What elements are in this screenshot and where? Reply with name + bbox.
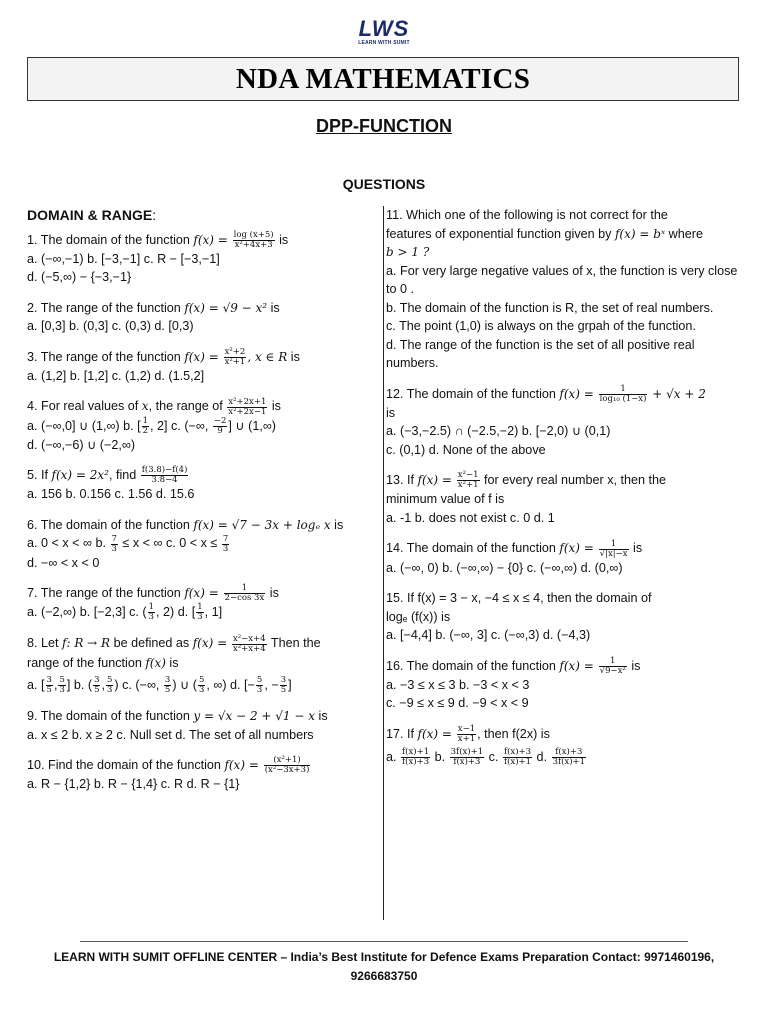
q9-post: is bbox=[315, 709, 328, 724]
question-15 bbox=[386, 589, 744, 645]
q8-b1-num: 3 bbox=[94, 675, 100, 686]
q16-fraction bbox=[599, 657, 627, 676]
question-6 bbox=[27, 516, 377, 572]
q6-b-den: 3 bbox=[111, 543, 117, 554]
q11-line1: 11. Which one of the following is not correct for the bbox=[386, 208, 668, 222]
q14-f: f(x) = bbox=[559, 541, 598, 556]
q13-post: for every real number x, then the bbox=[480, 473, 667, 488]
q5-text: 5. If bbox=[27, 468, 52, 483]
subtitle bbox=[0, 116, 768, 137]
left-column bbox=[27, 206, 377, 806]
q8-c2 bbox=[198, 676, 205, 695]
q7-c-fraction bbox=[148, 603, 155, 622]
q3-text: 3. The range of the function bbox=[27, 349, 185, 364]
q8-d-end: ] bbox=[288, 678, 292, 693]
q11-option-c: c. The point (1,0) is always on the grpah of the function. bbox=[386, 319, 696, 333]
q6-options-2: d. −∞ < x < 0 bbox=[27, 555, 100, 570]
q14-den: √|x|−x bbox=[599, 548, 628, 559]
q8-c2-den: 3 bbox=[198, 685, 205, 696]
q13-den: x²+1 bbox=[457, 480, 479, 491]
q8-a2-num: 5 bbox=[59, 675, 65, 686]
q6-text: 6. The domain of the function bbox=[27, 517, 194, 532]
q8-d2-den: 5 bbox=[280, 685, 287, 696]
q17-a-num: f(x)+1 bbox=[402, 747, 430, 758]
q1-f: f(x) = bbox=[193, 232, 232, 247]
q17-a-den: f(x)+3 bbox=[402, 757, 430, 768]
q9-options: a. x ≤ 2 b. x ≥ 2 c. Null set d. The set of all numbers bbox=[27, 727, 314, 742]
q13-fraction bbox=[457, 471, 480, 490]
q5-options: a. 156 b. 0.156 c. 1.56 d. 15.6 bbox=[27, 487, 195, 502]
q6-c-fraction bbox=[222, 535, 229, 554]
q8-c1-num: 3 bbox=[164, 675, 171, 686]
question-13 bbox=[386, 471, 744, 527]
q4-fraction bbox=[227, 398, 267, 417]
q8-b1-den: 5 bbox=[94, 685, 100, 696]
q7-d-den: 3 bbox=[197, 612, 203, 623]
q8-map: f: R → R bbox=[62, 636, 111, 651]
q6-opt-a: a. 0 < x < ∞ b. bbox=[27, 536, 110, 551]
q15-line2: logₑ (f(x)) is bbox=[386, 609, 451, 624]
section-label: DOMAIN & RANGE bbox=[27, 207, 153, 223]
q7-opt-d: , 1] bbox=[204, 605, 223, 620]
section-heading bbox=[27, 206, 377, 225]
q14-post: is bbox=[629, 541, 643, 556]
q8-d1-den: 3 bbox=[256, 685, 263, 696]
q11-line2-post: where bbox=[665, 226, 703, 241]
q12-f: f(x) = bbox=[559, 386, 598, 401]
q16-text: 16. The domain of the function bbox=[386, 658, 560, 673]
q11-expr: f(x) = bˣ bbox=[614, 226, 666, 241]
q7-d-fraction bbox=[196, 603, 203, 622]
logo-mark: LWS bbox=[358, 16, 410, 41]
q5-num: f(3.8)−f(4) bbox=[141, 465, 188, 476]
q17-den: x+1 bbox=[457, 733, 476, 744]
q10-num: (x²+1) bbox=[264, 756, 311, 766]
footer-rule bbox=[80, 941, 688, 942]
q4-opt-c: ] ∪ (1,∞) bbox=[228, 418, 276, 433]
q4-b-num: 1 bbox=[142, 415, 149, 426]
q4-text: 4. For real values of bbox=[27, 399, 142, 414]
q4-num: x²+2x+1 bbox=[228, 396, 267, 407]
q17-b-label: b. bbox=[431, 749, 449, 764]
q4-options-2: d. (−∞,−6) ∪ (−2,∞) bbox=[27, 437, 136, 452]
q6-b-fraction bbox=[111, 535, 118, 554]
q9-expr: y = √x − 2 + √1 − x bbox=[193, 709, 316, 724]
q7-num: 1 bbox=[224, 584, 266, 594]
q8-post2: is bbox=[165, 655, 179, 670]
q10-options: a. R − {1,2} b. R − {1,4} c. R d. R − {1} bbox=[27, 777, 240, 792]
q12-post: + √x + 2 bbox=[648, 386, 706, 401]
question-12 bbox=[386, 385, 744, 460]
q8-c-label: ) c. (−∞, bbox=[114, 678, 163, 693]
q8-b1 bbox=[93, 676, 100, 695]
question-4: 4. For real values of x, the range of $\frac{\text{x²+2x+1}}{\text{x²+2x−1}}$ is a. (−∞,0] ∪ (1,∞) b. [ $\frac{1}{2}$ , 2] c. (−∞, $\frac{-2}{9}$ ] ∪ (1,∞) d. (−∞,−6) ∪ (−2,∞) bbox=[27, 397, 377, 454]
q8-a1 bbox=[46, 676, 53, 695]
q7-c-num: 1 bbox=[148, 602, 154, 613]
question-5 bbox=[27, 466, 377, 504]
q3-num: x²+2 bbox=[224, 346, 246, 357]
footer-text: LEARN WITH SUMIT OFFLINE CENTER – India’s Best Institute for Defence Exams Preparation Contact: 9971460196, 9266683750 bbox=[53, 950, 715, 983]
q8-mid: be defined as bbox=[110, 636, 193, 651]
q7-opt-c: , 2) d. [ bbox=[156, 605, 196, 620]
q17-d-label: d. bbox=[533, 749, 551, 764]
q11-option-a: a. For very large negative values of x, the function is very close to 0 . bbox=[386, 263, 738, 296]
q4-den: x²+2x−1 bbox=[228, 406, 267, 417]
logo-tagline: LEARN WITH SUMIT bbox=[358, 40, 410, 46]
q2-post: is bbox=[267, 300, 280, 315]
question-17 bbox=[386, 725, 744, 767]
q13-num: x²−1 bbox=[457, 470, 479, 481]
question-9 bbox=[27, 707, 377, 744]
question-3 bbox=[27, 348, 377, 386]
q1-text: 1. The domain of the function bbox=[27, 232, 194, 247]
q5-den: 3.8−4 bbox=[151, 475, 178, 486]
q1-options-2: d. (−5,∞) − {−3,−1} bbox=[27, 270, 132, 285]
q8-c-mid: ) ∪ ( bbox=[172, 678, 197, 693]
q17-f: f(x) = bbox=[417, 726, 456, 741]
q8-d2-num: 3 bbox=[280, 675, 287, 686]
question-11 bbox=[386, 206, 744, 373]
right-column bbox=[386, 206, 744, 779]
q13-text: 13. If bbox=[386, 473, 418, 488]
q10-fraction bbox=[264, 756, 311, 775]
q4-c-fraction bbox=[213, 417, 228, 436]
q8-num: x²−x+4 bbox=[232, 633, 266, 644]
q17-d bbox=[552, 748, 587, 767]
q2-options: a. [0,3] b. (0,3] c. (0,3) d. [0,3) bbox=[27, 319, 194, 334]
q12-text: 12. The domain of the function bbox=[386, 386, 560, 401]
subtitle-text: DPP-FUNCTION bbox=[316, 116, 452, 136]
q16-post: is bbox=[627, 658, 641, 673]
q8-a-label: a. [ bbox=[27, 678, 45, 693]
q4-post: is bbox=[268, 399, 281, 414]
q8-a1-den: 5 bbox=[46, 685, 52, 696]
q3-post: is bbox=[287, 349, 300, 364]
q4-mid: , the range of bbox=[148, 399, 227, 414]
q14-num: 1 bbox=[599, 540, 629, 550]
q15-options: a. [−4,4] b. (−∞, 3] c. (−∞,3) d. (−4,3) bbox=[386, 628, 591, 643]
brand-logo bbox=[348, 18, 420, 48]
q8-b2 bbox=[106, 676, 113, 695]
q8-c1-den: 5 bbox=[164, 685, 171, 696]
q7-c-den: 3 bbox=[148, 612, 154, 623]
q8-line2: range of the function bbox=[27, 655, 146, 670]
q12-line2: is bbox=[386, 405, 396, 420]
q7-fraction bbox=[224, 584, 266, 603]
question-14 bbox=[386, 539, 744, 577]
q12-num: 1 bbox=[599, 385, 648, 395]
question-8: 8. Let f: R → R be defined as f(x) = $\frac{\text{x²−x+4}}{\text{x²+x+4}}$ Then the range of the function f(x) is a. [ $\frac{3}{5}$ , $\frac{5}{3}$ ] b. ( $\frac{3}{5}$ , $\frac{5}{3}$ ) c. (−∞, $\frac{3}{5}$ ) ∪ ( $\frac{5}{3}$ , ∞) d. [− $\frac{5}{3}$ , − $\frac{3}{5}$ ] bbox=[27, 633, 321, 696]
question-7 bbox=[27, 584, 377, 622]
q16-f: f(x) = bbox=[559, 658, 598, 673]
q17-b bbox=[450, 748, 485, 767]
q17-a-label: a. bbox=[386, 749, 401, 764]
q8-d1 bbox=[256, 676, 263, 695]
q8-b2-num: 5 bbox=[106, 675, 113, 686]
question-16 bbox=[386, 657, 744, 713]
q4-x: x bbox=[141, 399, 149, 414]
q8-c1 bbox=[164, 676, 171, 695]
questions-heading: QUESTIONS bbox=[342, 176, 426, 192]
q17-d-den: 3f(x)+1 bbox=[552, 757, 586, 768]
q3-options: a. (1,2] b. [1,2] c. (1,2) d. (1.5,2] bbox=[27, 368, 205, 383]
q11-option-d: d. The range of the function is the set of all positive real numbers. bbox=[386, 337, 695, 370]
q7-opt-a: a. (−2,∞) b. [−2,3] c. ( bbox=[27, 605, 147, 620]
q5-mid: , find bbox=[108, 468, 140, 483]
q8-den: x²+x+4 bbox=[232, 643, 266, 654]
q17-c-den: f(x)+1 bbox=[503, 757, 532, 768]
question-2 bbox=[27, 299, 377, 336]
q17-c-label: c. bbox=[485, 749, 502, 764]
q14-options: a. (−∞, 0) b. (−∞,∞) − {0} c. (−∞,∞) d. (0,∞) bbox=[386, 560, 623, 575]
q17-b-den: f(x)+3 bbox=[453, 757, 481, 768]
q7-d-num: 1 bbox=[197, 602, 203, 613]
q4-b-fraction bbox=[142, 417, 149, 436]
q4-c-num: −2 bbox=[213, 415, 227, 426]
q7-text: 7. The range of the function bbox=[27, 586, 185, 601]
q1-num: log (x+5) bbox=[233, 229, 274, 240]
q14-text: 14. The domain of the function bbox=[386, 541, 560, 556]
q16-den: √9−x² bbox=[599, 665, 626, 676]
q8-a1-num: 3 bbox=[46, 675, 52, 686]
q8-a2-den: 3 bbox=[59, 685, 65, 696]
q17-fraction bbox=[457, 725, 476, 744]
q15-line1: 15. If f(x) = 3 − x, −4 ≤ x ≤ 4, then the domain of bbox=[386, 591, 652, 606]
q8-c2-num: 5 bbox=[198, 675, 205, 686]
q17-text: 17. If bbox=[386, 726, 418, 741]
q9-text: 9. The domain of the function bbox=[27, 709, 194, 724]
q2-expr: f(x) = √9 − x² bbox=[184, 300, 268, 315]
q13-line2: minimum value of f is bbox=[386, 492, 505, 507]
q16-num: 1 bbox=[599, 657, 627, 667]
q17-num: x−1 bbox=[457, 723, 476, 734]
q7-f: f(x) = bbox=[184, 586, 223, 601]
q8-a2 bbox=[58, 676, 65, 695]
q11-line2: features of exponential function given by bbox=[386, 226, 615, 241]
q8-d1-num: 5 bbox=[256, 675, 263, 686]
q1-post: is bbox=[275, 232, 289, 247]
q4-opt-b: , 2] c. (−∞, bbox=[150, 418, 212, 433]
q8-b-label: ] b. ( bbox=[66, 678, 93, 693]
section-colon: : bbox=[152, 207, 157, 223]
q8-text: 8. Let bbox=[27, 636, 63, 651]
page-title: NDA MATHEMATICS bbox=[235, 62, 531, 95]
q17-post: , then f(2x) is bbox=[477, 726, 550, 741]
q5-fraction bbox=[141, 466, 189, 485]
q12-fraction bbox=[599, 385, 648, 404]
q7-den: 2−cos 3x bbox=[224, 593, 265, 604]
q8-d-mid: , − bbox=[264, 678, 279, 693]
q6-opt-b: ≤ x < ∞ c. 0 < x ≤ bbox=[118, 536, 221, 551]
q4-opt-a: a. (−∞,0] ∪ (1,∞) b. bbox=[27, 418, 138, 433]
q1-fraction bbox=[233, 231, 275, 250]
q3-fraction bbox=[224, 348, 247, 367]
q16-options-2: c. −9 ≤ x ≤ 9 d. −9 < x < 9 bbox=[386, 696, 529, 711]
q6-c-den: 3 bbox=[222, 543, 229, 554]
q8-d-label: , ∞) d. [− bbox=[206, 678, 255, 693]
q8-d2 bbox=[280, 676, 287, 695]
q17-b-num: 3f(x)+1 bbox=[450, 747, 484, 758]
column-divider bbox=[383, 206, 384, 920]
q3-den: x²+1 bbox=[224, 356, 246, 367]
q10-text: 10. Find the domain of the function bbox=[27, 758, 225, 773]
q8-b2-den: 3 bbox=[106, 685, 113, 696]
q16-options-1: a. −3 ≤ x ≤ 3 b. −3 < x < 3 bbox=[386, 677, 530, 692]
q17-a bbox=[401, 748, 430, 767]
question-10 bbox=[27, 756, 377, 794]
q12-options-1: a. (−3,−2.5) ∩ (−2.5,−2) b. [−2,0) ∪ (0,1) bbox=[386, 424, 611, 439]
q17-c bbox=[503, 748, 532, 767]
q8-fraction bbox=[232, 635, 267, 654]
q11-option-b: b. The domain of the function is R, the set of real numbers. bbox=[386, 300, 714, 315]
q8-post: Then the bbox=[267, 636, 321, 651]
q10-den: (x²−3x+3) bbox=[264, 765, 310, 776]
q6-b-num: 7 bbox=[111, 533, 117, 544]
q4-b-den: 2 bbox=[142, 425, 149, 436]
title-box bbox=[27, 57, 739, 101]
question-1 bbox=[27, 231, 377, 287]
q3-f: f(x) = bbox=[184, 349, 223, 364]
q10-f: f(x) = bbox=[224, 758, 263, 773]
q14-fraction bbox=[599, 540, 629, 559]
q12-options-2: c. (0,1) d. None of the above bbox=[386, 442, 546, 457]
q4-c-den: 9 bbox=[217, 425, 223, 436]
q2-text: 2. The range of the function bbox=[27, 300, 185, 315]
q8-fx: f(x) bbox=[145, 655, 166, 670]
q17-c-num: f(x)+3 bbox=[503, 747, 532, 758]
q6-post: is bbox=[330, 517, 344, 532]
q6-expr: f(x) = √7 − 3x + logₑ x bbox=[193, 517, 331, 532]
q7-post: is bbox=[266, 586, 279, 601]
q1-den: x²+4x+3 bbox=[234, 239, 273, 250]
q5-expr: f(x) = 2x² bbox=[51, 468, 109, 483]
q6-c-num: 7 bbox=[222, 533, 229, 544]
q13-f: f(x) = bbox=[417, 473, 456, 488]
q8-f: f(x) = bbox=[192, 636, 231, 651]
q3-mid: , x ∈ R bbox=[247, 349, 288, 364]
q13-options: a. -1 b. does not exist c. 0 d. 1 bbox=[386, 510, 555, 525]
q11-line3: b > 1 ? bbox=[386, 245, 430, 259]
q17-d-num: f(x)+3 bbox=[552, 748, 587, 758]
q12-den: log₁₀ (1−x) bbox=[599, 393, 647, 404]
q1-options-1: a. (−∞,−1) b. [−3,−1] c. R − [−3,−1] bbox=[27, 251, 220, 266]
